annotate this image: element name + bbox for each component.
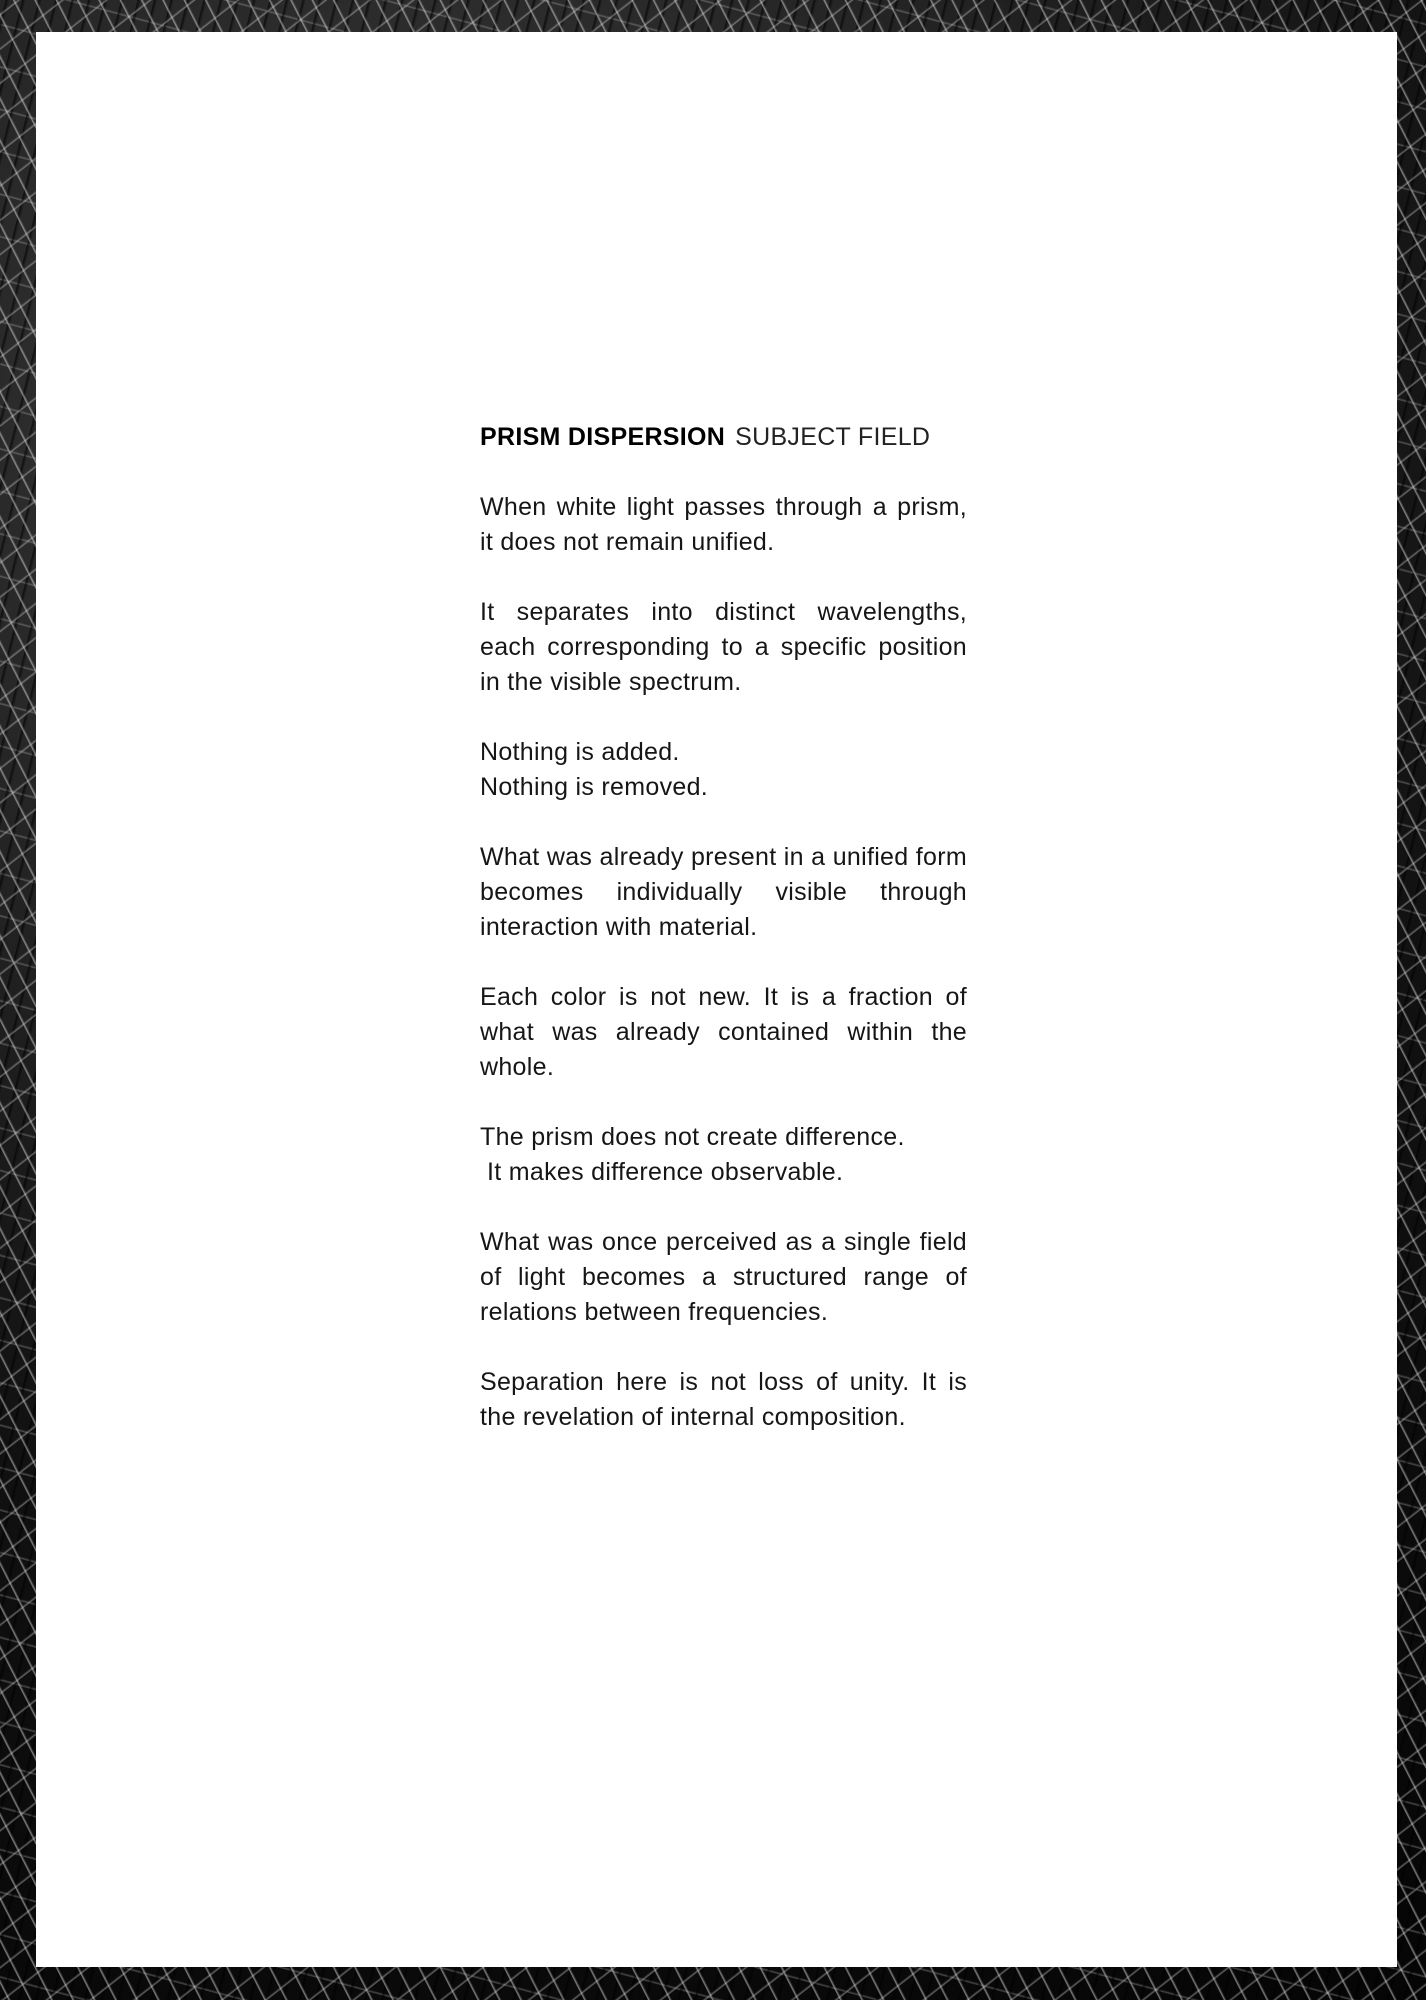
paragraph-3-line-1: Nothing is added. [480,738,680,766]
paragraph-6-line-2: It makes difference observable. [487,1158,844,1186]
paragraph-3-line-2: Nothing is removed. [480,773,709,801]
paragraph-5: Each color is not new. It is a fraction of what was already contained within the whole. [480,983,967,1081]
paragraph-3 [480,735,967,805]
heading-subtitle: SUBJECT FIELD [735,423,931,451]
paragraph-2: It separates into distinct wavelengths, each corresponding to a specific position in the visible spectrum. [480,598,967,696]
paragraph-6 [480,1120,967,1190]
paragraph-8: Separation here is not loss of unity. It is the revelation of internal composition. [480,1368,967,1431]
heading-title: PRISM DISPERSION [480,423,726,451]
text-column [480,420,967,1470]
paragraph-6-line-1: The prism does not create difference. [480,1123,905,1151]
paragraph-1: When white light passes through a prism, it does not remain unified. [480,493,967,556]
document-heading [480,420,967,455]
paragraph-7: What was once perceived as a single field of light becomes a structured range of relations between frequencies. [480,1228,967,1326]
paragraph-4: What was already present in a unified form becomes individually visible through interaction with material. [480,843,967,941]
document-page [36,32,1397,1967]
